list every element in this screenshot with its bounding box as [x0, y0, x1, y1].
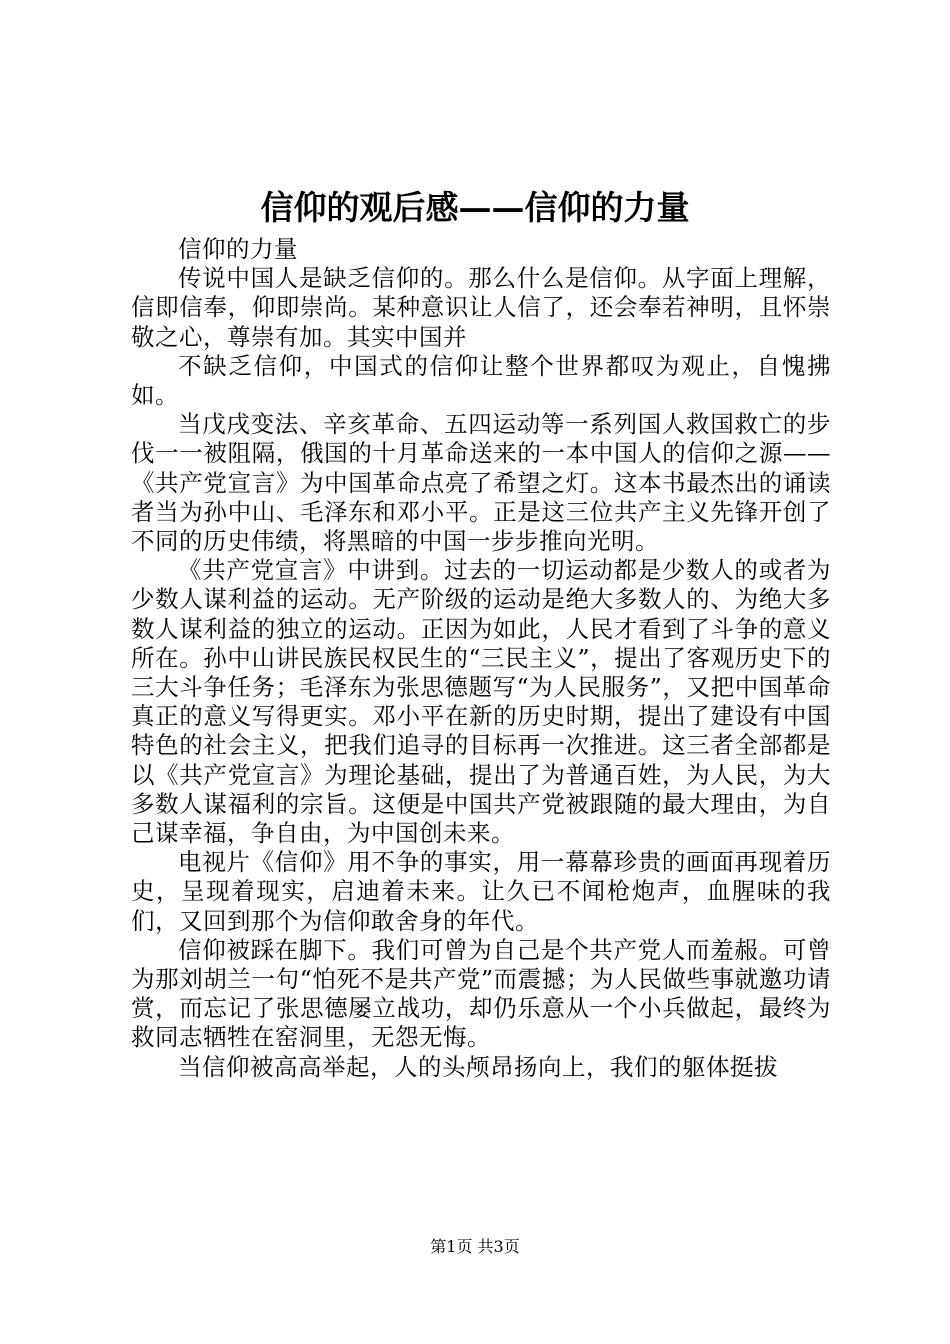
paragraph: 当戊戌变法、辛亥革命、五四运动等一系列国人救国救亡的步伐一一被阻隔，俄国的十月革命送来的一本中国人的信仰之源——《共产党宣言》为中国革命点亮了希望之灯。这本书最杰出的诵读者当为孙中山、毛泽东和邓小平。正是这三位共产主义先锋开创了不同的历史伟绩，将黑暗的中国一步步推向光明。	[131, 410, 831, 556]
document-title: 信仰的观后感——信仰的力量	[260, 188, 690, 227]
paragraph: 信仰被踩在脚下。我们可曾为自己是个共产党人而羞赧。可曾为那刘胡兰一句“怕死不是共产党”而震撼；为人民做些事就邀功请赏，而忘记了张思德屡立战功，却仍乐意从一个小兵做起，最终为救同志牺牲在窑洞里，无怨无悔。	[131, 935, 831, 1052]
page-number-footer: 第1页 共3页	[430, 1237, 520, 1256]
paragraph: 电视片《信仰》用不争的事实，用一幕幕珍贵的画面再现着历史，呈现着现实，启迪着未来。让久已不闻枪炮声，血腥味的我们，又回到那个为信仰敢舍身的年代。	[131, 848, 831, 935]
paragraph: 当信仰被高高举起，人的头颅昂扬向上，我们的躯体挺拔	[178, 1052, 778, 1081]
paragraph: 传说中国人是缺乏信仰的。那么什么是信仰。从字面上理解，信即信奉，仰即崇尚。某种意识让人信了，还会奉若神明，且怀崇敬之心，尊崇有加。其实中国并	[131, 264, 831, 351]
paragraph: 《共产党宣言》中讲到。过去的一切运动都是少数人的或者为少数人谋利益的运动。无产阶级的运动是绝大多数人的、为绝大多数人谋利益的独立的运动。正因为如此，人民才看到了斗争的意义所在。孙中山讲民族民权民生的“三民主义”，提出了客观历史下的三大斗争任务；毛泽东为张思德题写“为人民服务”，又把中国革命真正的意义写得更实。邓小平在新的历史时期，提出了建设有中国特色的社会主义，把我们追寻的目标再一次推进。这三者全部都是以《共产党宣言》为理论基础，提出了为普通百姓，为人民，为大多数人谋福利的宗旨。这便是中国共产党被跟随的最大理由，为自己谋幸福，争自由，为中国创未来。	[131, 556, 831, 848]
paragraph: 不缺乏信仰，中国式的信仰让整个世界都叹为观止，自愧拂如。	[131, 351, 831, 410]
paragraph-subtitle: 信仰的力量	[178, 235, 298, 263]
document-body	[131, 235, 831, 1082]
